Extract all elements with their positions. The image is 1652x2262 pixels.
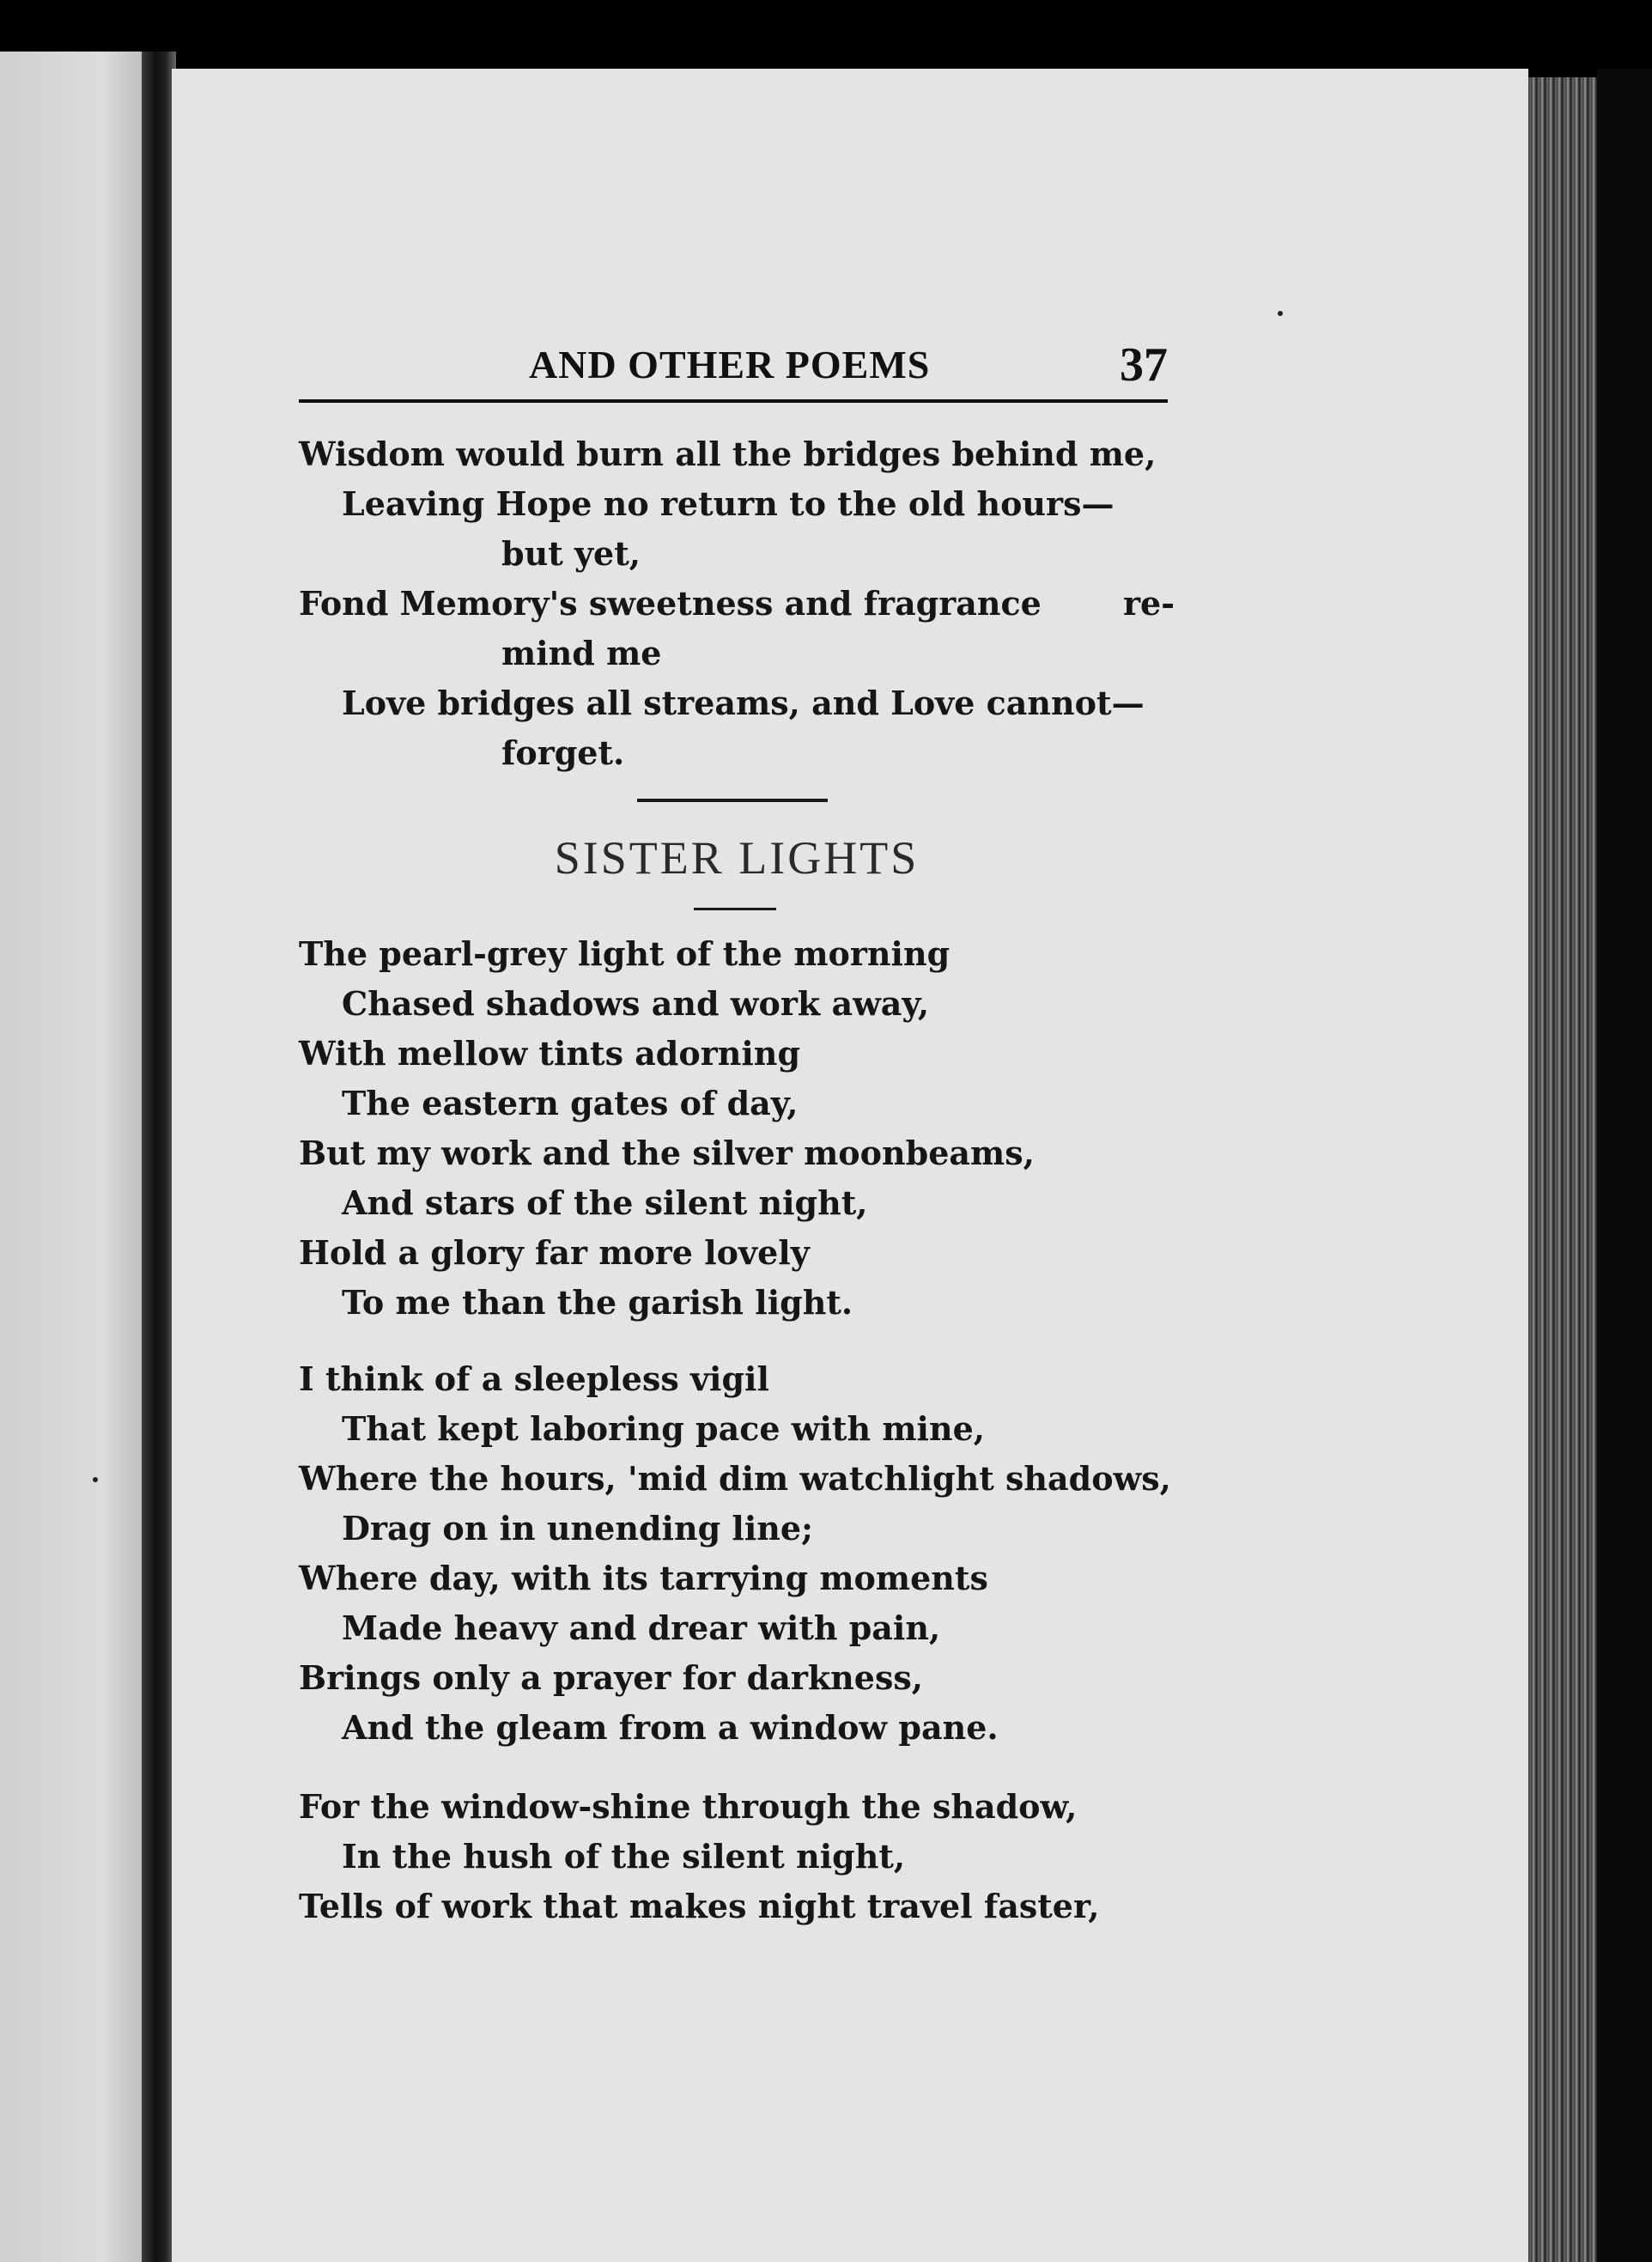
verse-line: For the window-shine through the shadow, [299,1787,1078,1826]
scan-background [1597,69,1652,2262]
ink-speck [93,1477,98,1482]
verse-line: Love bridges all streams, and Love cannot— [342,684,1145,722]
verse-line: And the gleam from a window pane. [342,1708,999,1747]
verse-line: Leaving Hope no return to the old hours— [342,484,1114,523]
stanza-3 [299,1782,1175,1931]
verse-line: The eastern gates of day, [342,1084,799,1122]
facing-page [0,52,146,2262]
verse-line: mind me [501,634,662,672]
verse-line: And stars of the silent night, [342,1183,868,1222]
verse-line: In the hush of the silent night, [342,1837,906,1876]
running-title: AND OTHER POEMS [529,343,931,386]
stanza-2 [299,1354,1175,1753]
verse-line [299,579,1175,629]
book-gutter [142,52,176,2262]
page-edges [1528,77,1597,2262]
verse-line: Made heavy and drear with pain, [342,1608,941,1647]
previous-poem-ending [299,429,1175,778]
verse-line-text: Fond Memory's sweetness and fragrance [299,584,1042,623]
running-head [299,331,1168,403]
poem-title: SISTER LIGHTS [554,832,920,884]
verse-line: The pearl-grey light of the morning [299,934,951,973]
verse-line: That kept laboring pace with mine, [342,1409,985,1448]
verse-line: With mellow tints adorning [299,1034,801,1073]
verse-line: Tells of work that makes night travel faster, [299,1887,1100,1925]
title-rule [694,908,776,910]
verse-line: I think of a sleepless vigil [299,1359,769,1398]
verse-line: forget. [501,733,625,772]
verse-line: Where the hours, 'mid dim watchlight shadows, [299,1459,1171,1498]
section-divider [637,799,828,802]
verse-line: but yet, [501,534,641,573]
page-number: 37 [1120,338,1168,392]
verse-line: To me than the garish light. [342,1283,853,1322]
verse-line: Chased shadows and work away, [342,984,930,1023]
stanza-1 [299,929,1175,1328]
verse-line: Wisdom would burn all the bridges behind me, [299,435,1157,473]
verse-line: Hold a glory far more lovely [299,1233,810,1272]
verse-line: Drag on in unending line; [342,1509,814,1548]
verse-line: But my work and the silver moonbeams, [299,1134,1035,1172]
verse-line: Where day, with its tarrying moments [299,1559,988,1597]
verse-line-hyphen: re- [1123,584,1175,623]
ink-speck [1278,311,1283,316]
verse-line: Brings only a prayer for darkness, [299,1658,923,1697]
